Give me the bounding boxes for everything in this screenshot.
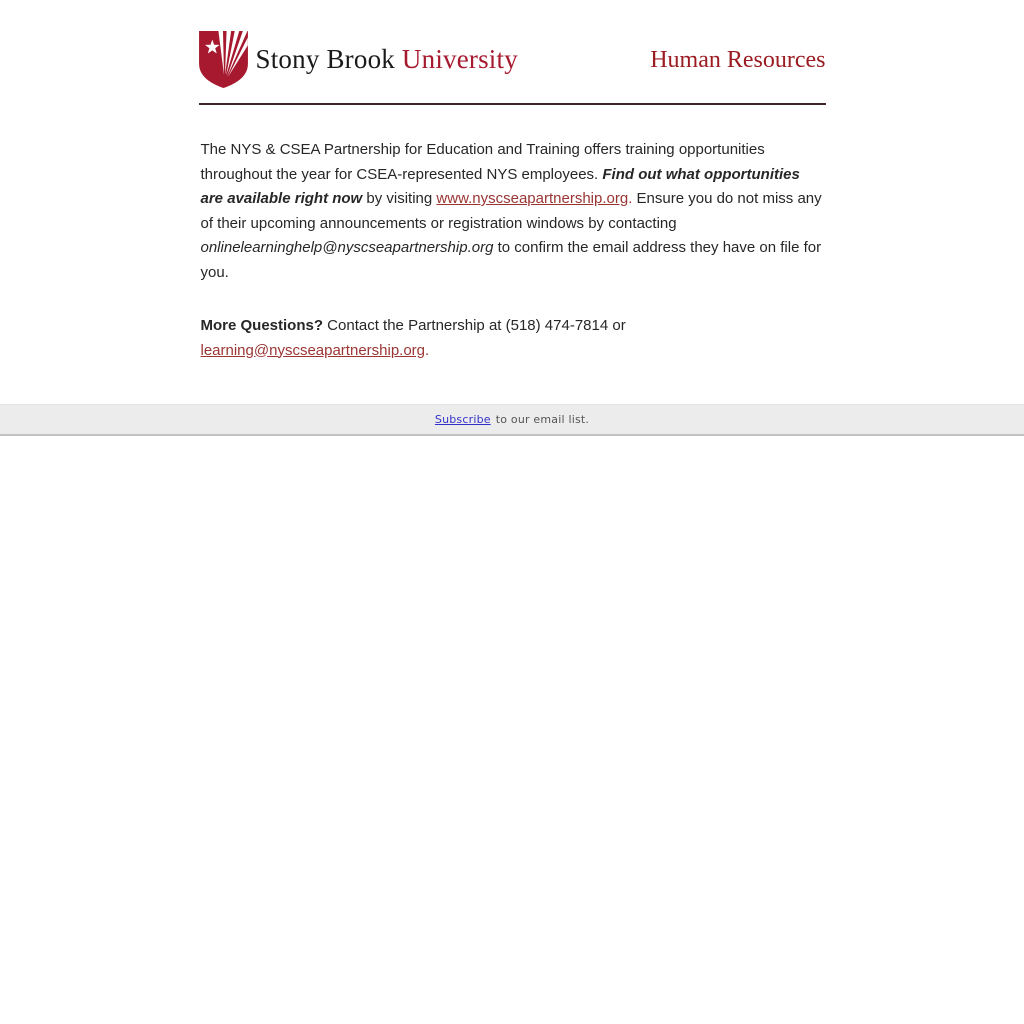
department-title: Human Resources	[650, 47, 826, 73]
confirm-email-text: to confirm the email address they have on file for you.	[200, 239, 822, 281]
more-questions-label: More Questions?	[200, 317, 324, 334]
sentence-period: .	[425, 341, 430, 359]
intro-text: The NYS & CSEA Partnership for Education and Training offers training opportunities throughout the year for CSEA-represented NYS employees.	[200, 141, 765, 183]
university-wordmark	[256, 44, 518, 75]
learning-email-link[interactable]: learning@nyscseapartnership.org	[200, 341, 426, 359]
university-brand	[199, 31, 518, 88]
stony-brook-shield-icon	[199, 31, 248, 88]
wordmark-university: University	[401, 44, 518, 74]
page-body	[0, 0, 1024, 404]
header	[199, 31, 826, 88]
announcements-text: Ensure you do not miss any of their upcoming announcements or registration windows by contacting	[200, 190, 822, 232]
wordmark-stony-brook: Stony Brook	[255, 44, 395, 74]
questions-paragraph	[201, 314, 826, 363]
subscribe-suffix-text: to our email list.	[495, 413, 590, 426]
intro-paragraph	[201, 138, 826, 285]
link-period: .	[628, 190, 633, 207]
by-visiting-text: by visiting	[362, 190, 437, 207]
partnership-website-link[interactable]: www.nyscseapartnership.org	[436, 190, 629, 207]
subscribe-link[interactable]: Subscribe	[434, 413, 491, 426]
content-container	[199, 31, 826, 363]
contact-text: Contact the Partnership at (518) 474-7814 or	[323, 317, 626, 334]
find-out-highlight: Find out what opportunities are available right now	[200, 165, 800, 207]
onlinelearninghelp-email: onlinelearninghelp@nyscseapartnership.org	[200, 239, 494, 256]
subscribe-footer	[0, 404, 1024, 436]
email-body	[199, 105, 826, 363]
